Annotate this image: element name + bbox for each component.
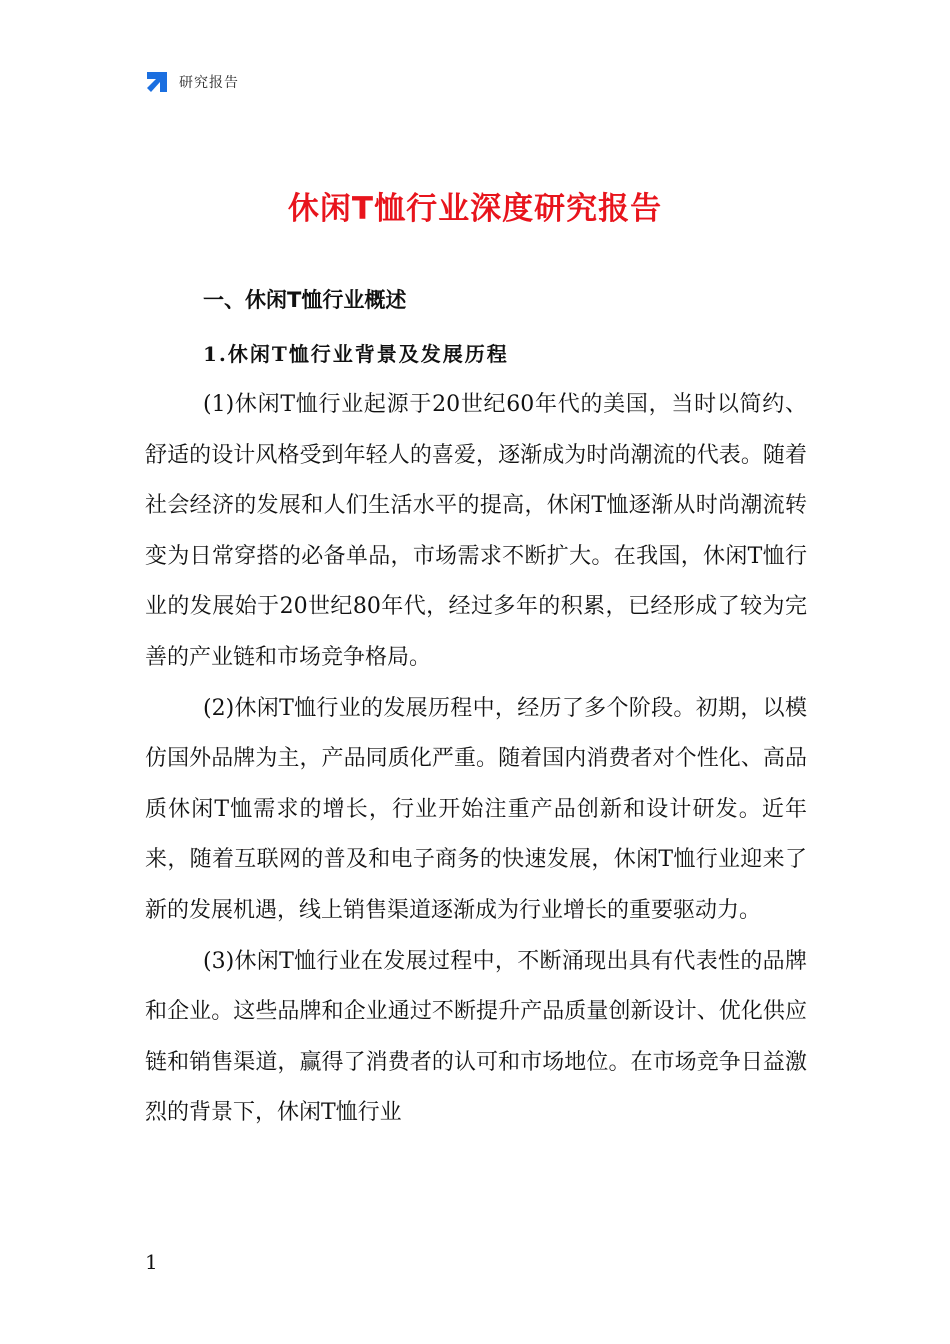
paragraph-2: (2)休闲T恤行业的发展历程中，经历了多个阶段。初期，以模仿国外品牌为主，产品同质化严重。随着国内消费者对个性化、高品质休闲T恤需求的增长，行业开始注重产品创新和设计研发。近年来，随着互联网的普及和电子商务的快速发展，休闲T恤行业迎来了新的发展机遇，线上销售渠道逐渐成为行业增长的重要驱动力。 bbox=[145, 695, 807, 923]
document-title: 休闲T恤行业深度研究报告 bbox=[287, 191, 663, 227]
arrow-up-right-icon bbox=[145, 70, 169, 94]
sub-heading: 1.休闲T恤行业背景及发展历程 bbox=[203, 342, 509, 366]
body-text bbox=[145, 380, 807, 1139]
page-header bbox=[145, 68, 239, 96]
header-label: 研究报告 bbox=[179, 75, 239, 91]
section-heading: 一、休闲T恤行业概述 bbox=[203, 288, 407, 312]
page-number: 1 bbox=[145, 1250, 158, 1274]
paragraph-3: (3)休闲T恤行业在发展过程中，不断涌现出具有代表性的品牌和企业。这些品牌和企业通过不断提升产品质量创新设计、优化供应链和销售渠道，赢得了消费者的认可和市场地位。在市场竞争日益激烈的背景下，休闲T恤行业 bbox=[145, 948, 807, 1126]
paragraph-1: (1)休闲T恤行业起源于20世纪60年代的美国，当时以简约、舒适的设计风格受到年轻人的喜爱，逐渐成为时尚潮流的代表。随着社会经济的发展和人们生活水平的提高，休闲T恤逐渐从时尚潮流转变为日常穿搭的必备单品，市场需求不断扩大。在我国，休闲T恤行业的发展始于20世纪80年代，经过多年的积累，已经形成了较为完善的产业链和市场竞争格局。 bbox=[145, 392, 807, 670]
